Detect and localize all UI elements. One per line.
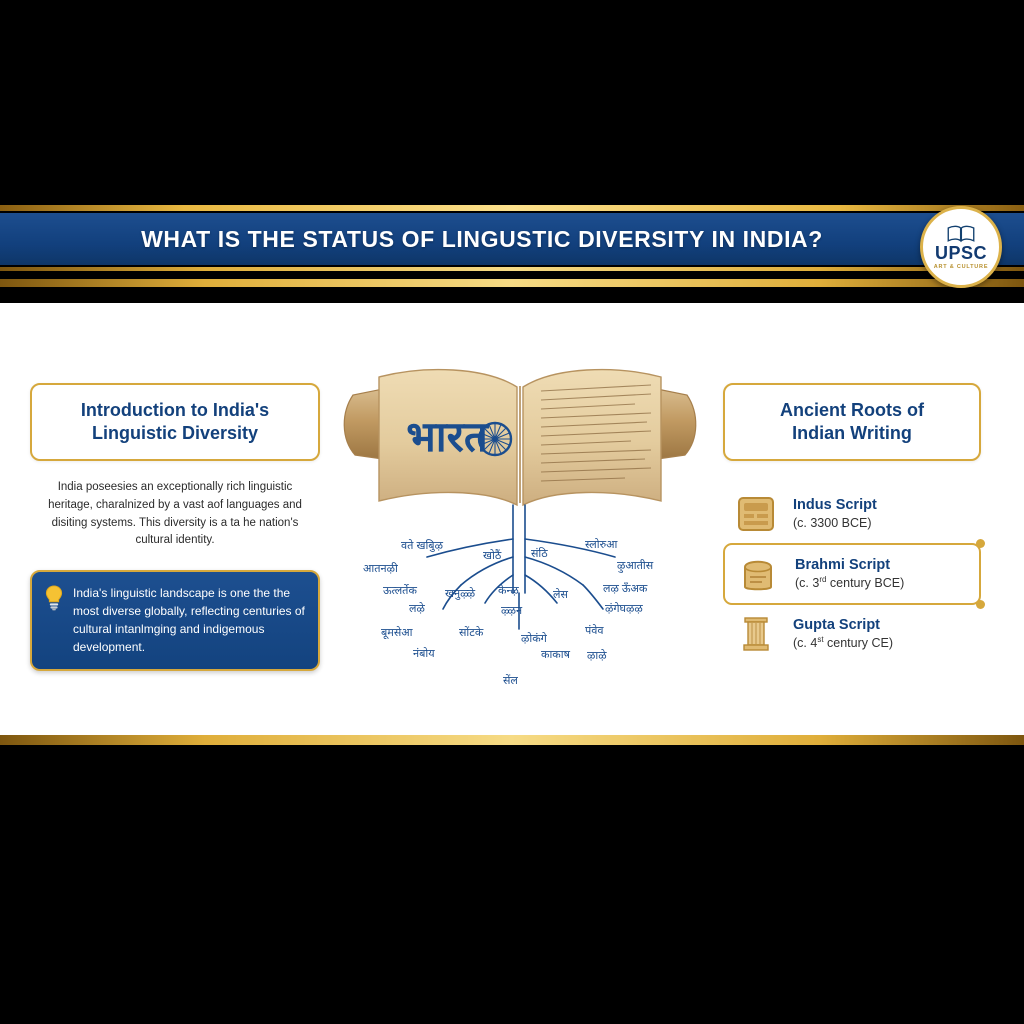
- tree-label: खनुऴ्ऴे: [445, 588, 476, 600]
- tree-label: नंबोय: [413, 648, 435, 660]
- header-banner: [0, 205, 1024, 295]
- tree-label: वते खबुिऴ: [401, 540, 443, 552]
- tree-label: लऴे: [409, 603, 425, 615]
- script-item-gupta: [723, 605, 981, 663]
- tree-label: आतनऴी: [363, 563, 398, 575]
- tree-label: खोठैं: [483, 550, 502, 562]
- brahmi-stone-icon: [735, 553, 781, 595]
- script-date: (c. 3rd century BCE): [795, 575, 905, 591]
- tree-label: ऊत्लर्तेक: [383, 585, 417, 597]
- script-date: (c. 3300 BCE): [793, 516, 872, 531]
- scroll-and-tree-graphic: [335, 343, 705, 713]
- script-name: Brahmi Script: [795, 557, 891, 574]
- tree-label: केन्ऴ: [498, 585, 519, 597]
- badge-subtitle: ART & CULTURE: [933, 263, 989, 270]
- tree-label: ऴ्ऴन: [501, 605, 523, 617]
- tree-label: लेस: [553, 589, 568, 601]
- script-item-indus: [723, 485, 981, 543]
- tree-label: काकाष: [541, 649, 570, 661]
- tree-label: लऴ ऊँअक: [603, 583, 648, 595]
- tree-label: पंवेव: [585, 625, 604, 637]
- tree-label: ऴुआतीस: [617, 560, 654, 572]
- intro-paragraph: India poseesies an exceptionally rich linguistic heritage, charalnized by a vast aof languages and disiting systems. This diversity is a ta he nation's cultural identity.: [48, 481, 302, 547]
- page-title: WHAT IS THE STATUS OF LINGUSTIC DIVERSITY IN INDIA?: [141, 225, 823, 252]
- tree-label: ऴाऴे: [587, 650, 607, 662]
- intro-title-card: [30, 383, 320, 461]
- tree-label: ऴोकंगे: [521, 633, 547, 645]
- ancient-roots-title-line2: Indian Writing: [792, 422, 912, 443]
- script-name: Gupta Script: [793, 617, 881, 634]
- scroll-illustration: [335, 343, 705, 713]
- highlight-callout: [30, 570, 320, 671]
- content-panel: [0, 303, 1024, 735]
- header-title-band: [0, 213, 1024, 265]
- corner-dot-icon: [976, 539, 985, 548]
- ancient-roots-title-line1: Ancient Roots of: [780, 400, 924, 420]
- header-gold-rule-top: [0, 205, 1024, 211]
- indus-seal-icon: [733, 493, 779, 535]
- svg-text:भारत: भारत: [406, 415, 488, 461]
- open-book-icon: [946, 225, 976, 243]
- header-gold-rule-bottom: [0, 279, 1024, 287]
- script-timeline-list: [723, 485, 981, 663]
- upsc-logo-badge: [920, 206, 1002, 288]
- gupta-pillar-icon: [733, 613, 779, 655]
- badge-title: UPSC: [934, 242, 987, 263]
- tree-label: बूमसेआ: [381, 627, 413, 639]
- right-column: [723, 383, 981, 663]
- intro-title-line1: Introduction to India's: [80, 400, 270, 420]
- tree-label: सोंटके: [459, 627, 484, 639]
- header-spacer: [0, 271, 1024, 279]
- tree-label: ऴंगेघऴऴ: [605, 603, 643, 615]
- tree-label: स्लोरुआ: [585, 539, 618, 551]
- script-name: Indus Script: [793, 497, 877, 514]
- intro-title-line2: Linguistic Diversity: [91, 422, 259, 443]
- script-date: (c. 4st century CE): [793, 635, 894, 651]
- tree-label: सेंल: [503, 675, 518, 687]
- tree-label: संठि: [531, 548, 548, 560]
- callout-text: India's linguistic landscape is one the the most diverse globally, reflecting centuries of cultural intanlmging and indigemous development.: [73, 586, 305, 655]
- ancient-roots-title-card: [723, 383, 981, 461]
- lightbulb-icon: [44, 585, 64, 611]
- left-column: [30, 383, 320, 671]
- script-item-brahmi: [723, 543, 981, 605]
